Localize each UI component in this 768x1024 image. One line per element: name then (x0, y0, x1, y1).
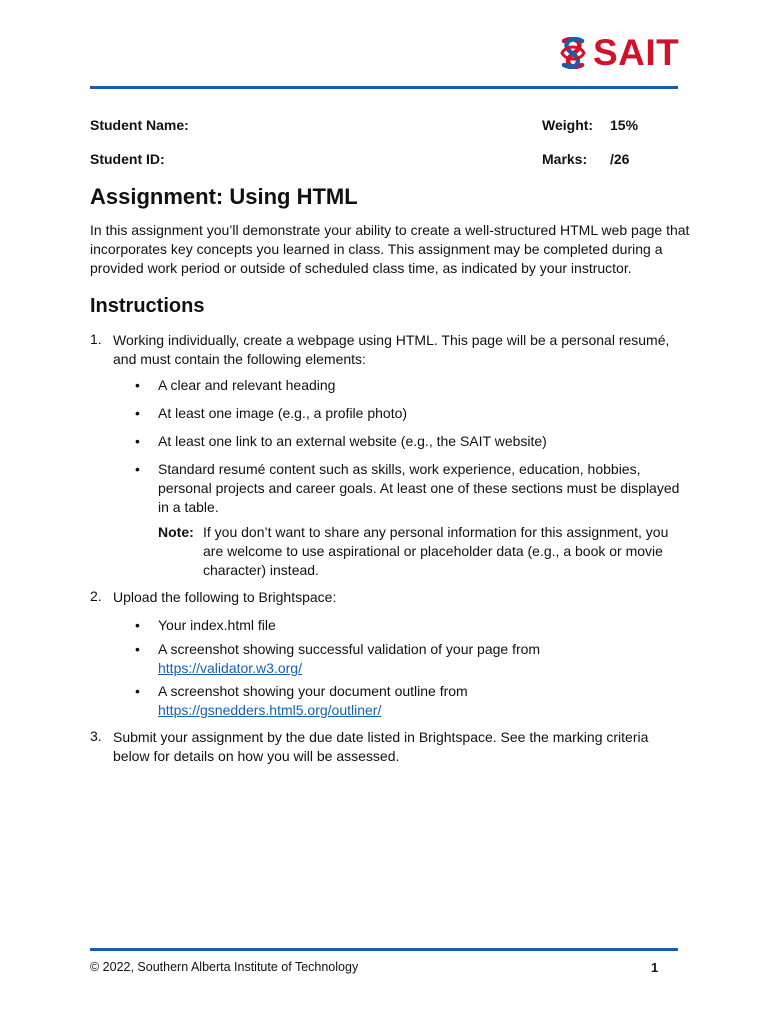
list-item: Your index.html file (158, 617, 276, 633)
list-item: At least one image (e.g., a profile photo) (158, 405, 408, 421)
marks-label: Marks: (542, 151, 588, 167)
note-label: Note: (158, 524, 194, 540)
list-item: A screenshot showing your document outline from (158, 683, 468, 699)
bullet-dot: • (135, 641, 140, 657)
bullet-dot: • (135, 683, 140, 699)
instruction-text: Working individually, create a webpage using HTML. This page will be a personal resumé, and must contain the following elements: (113, 332, 670, 367)
list-number: 3. (90, 728, 102, 744)
bullet-dot: • (135, 461, 140, 477)
page-number: 1 (651, 960, 659, 975)
instructions-heading: Instructions (90, 295, 205, 317)
list-number: 1. (90, 331, 102, 347)
list-item: Standard resumé content such as skills, work experience, education, hobbies, personal projects and career goals. At least one of these sections must be displayed in a table. (158, 461, 680, 515)
note-text: If you don’t want to share any personal information for this assignment, you are welcome to use aspirational or placeholder data (e.g., a book or movie character) instead. (203, 524, 669, 578)
page-title: Assignment: Using HTML (90, 184, 358, 209)
student-id-label: Student ID: (90, 151, 165, 167)
sait-knot-icon (556, 35, 590, 71)
header-rule (90, 86, 678, 89)
instruction-text: Upload the following to Brightspace: (113, 589, 337, 605)
bullet-dot: • (135, 617, 140, 633)
bullet-dot: • (135, 405, 140, 421)
intro-paragraph: In this assignment you’ll demonstrate your ability to create a well-structured HTML web page that incorporates key concepts you learned in class. This assignment may be completed during a provided work period or outside of scheduled class time, as indicated by your instructor. (90, 222, 690, 276)
student-name-label: Student Name: (90, 117, 189, 133)
logo-text: SAIT (593, 32, 680, 73)
outliner-link[interactable]: https://gsnedders.html5.org/outliner/ (158, 702, 382, 718)
list-item: At least one link to an external website (e.g., the SAIT website) (158, 433, 547, 449)
bullet-dot: • (135, 377, 140, 393)
weight-label: Weight: (542, 117, 594, 133)
bullet-dot: • (135, 433, 140, 449)
validator-link[interactable]: https://validator.w3.org/ (158, 660, 302, 676)
list-number: 2. (90, 588, 102, 604)
list-item: A clear and relevant heading (158, 377, 336, 393)
marks-value: /26 (610, 151, 630, 167)
footer-rule (90, 948, 678, 951)
sait-logo (556, 32, 680, 73)
list-item: A screenshot showing successful validation of your page from (158, 641, 541, 657)
copyright-text: © 2022, Southern Alberta Institute of Technology (90, 960, 359, 974)
weight-value: 15% (610, 117, 639, 133)
instruction-text: Submit your assignment by the due date listed in Brightspace. See the marking criteria below for details on how you will be assessed. (113, 729, 649, 764)
